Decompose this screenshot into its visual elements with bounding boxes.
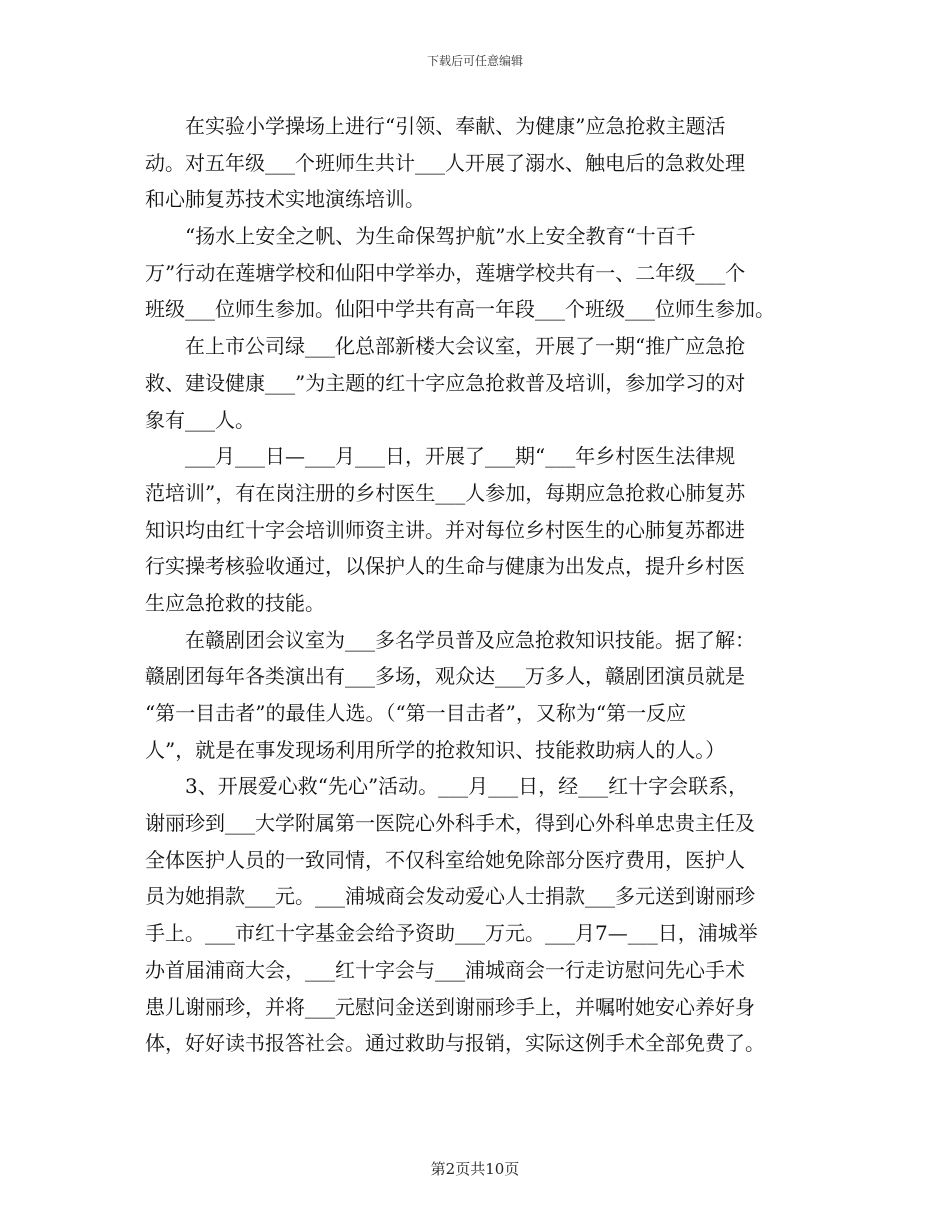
paragraph-line: 范培训”，有在岗注册的乡村医生___人参加，每期应急抢救心肺复苏 xyxy=(145,480,746,505)
paragraph-line: 象有___人。 xyxy=(145,407,255,432)
paragraph-line: 和心肺复苏技术实地演练培训。 xyxy=(145,187,425,212)
paragraph-line: 在实验小学操场上进行“引领、奉献、为健康”应急抢救主题活 xyxy=(185,114,726,138)
paragraph-line: 全体医护人员的一致同情，不仅科室给她免除部分医疗费用，医护人 xyxy=(145,847,745,872)
paragraph-line: “第一目击者”的最佳人选。（“第一目击者”，又称为“第一反应 xyxy=(145,701,687,725)
paragraph-line: 员为她捐款___元。___浦城商会发动爱心人士捐款___多元送到谢丽珍 xyxy=(145,884,755,909)
paragraph-line: 赣剧团每年各类演出有___多场，观众达___万多人，赣剧团演员就是 xyxy=(145,664,745,689)
paragraph-line: 人”，就是在事发现场利用所学的抢救知识、技能救助病人的人。） xyxy=(145,737,726,762)
paragraph-line: 在上市公司绿___化总部新楼大会议室，开展了一期“推广应急抢 xyxy=(185,334,746,359)
paragraph-line: 生应急抢救的技能。 xyxy=(145,590,325,615)
paragraph-line: ___月___日—___月___日，开展了___期“___年乡村医生法律规 xyxy=(185,444,736,469)
paragraph-line: 在赣剧团会议室为___多名学员普及应急抢救知识技能。据了解： xyxy=(185,627,755,652)
paragraph-line: 行实操考核验收通过，以保护人的生命与健康为出发点，提升乡村医 xyxy=(145,554,745,579)
page-header: 下载后可任意编辑 xyxy=(426,54,523,68)
paragraph-line: 班级___位师生参加。仙阳中学共有高一年段___个班级___位师生参加。 xyxy=(145,297,775,322)
page-number: 第2页共10页 xyxy=(430,1160,520,1178)
paragraph-line: 动。对五年级___个班师生共计___人开展了溺水、触电后的急救处理 xyxy=(145,150,745,175)
paragraph-line: 谢丽珍到___大学附属第一医院心外科手术，得到心外科单忠贵主任及 xyxy=(145,811,755,836)
paragraph-line: 知识均由红十字会培训师资主讲。并对每位乡村医生的心肺复苏都进 xyxy=(145,517,745,542)
paragraph-line: 万”行动在莲塘学校和仙阳中学举办，莲塘学校共有一、二年级___个 xyxy=(145,260,746,285)
paragraph-line: 办首届浦商大会，___红十字会与___浦城商会一行走访慰问先心手术 xyxy=(145,957,745,982)
paragraph-line: 体，好好读书报答社会。通过救助与报销，实际这例手术全部免费了。 xyxy=(145,1031,765,1056)
paragraph-line: 手上。___市红十字基金会给予资助___万元。___月7—___日，浦城举 xyxy=(145,921,758,946)
paragraph-line: 3、开展爱心救“先心”活动。___月___日，经___红十字会联系， xyxy=(185,774,749,799)
paragraph-line: “扬水上安全之帆、为生命保驾护航”水上安全教育“十百千 xyxy=(185,224,696,249)
document-body xyxy=(145,108,825,1062)
paragraph-line: 救、建设健康___”为主题的红十字应急抢救普及培训，参加学习的对 xyxy=(145,370,746,395)
paragraph-line: 患儿谢丽珍，并将___元慰问金送到谢丽珍手上，并嘱咐她安心养好身 xyxy=(145,994,755,1019)
